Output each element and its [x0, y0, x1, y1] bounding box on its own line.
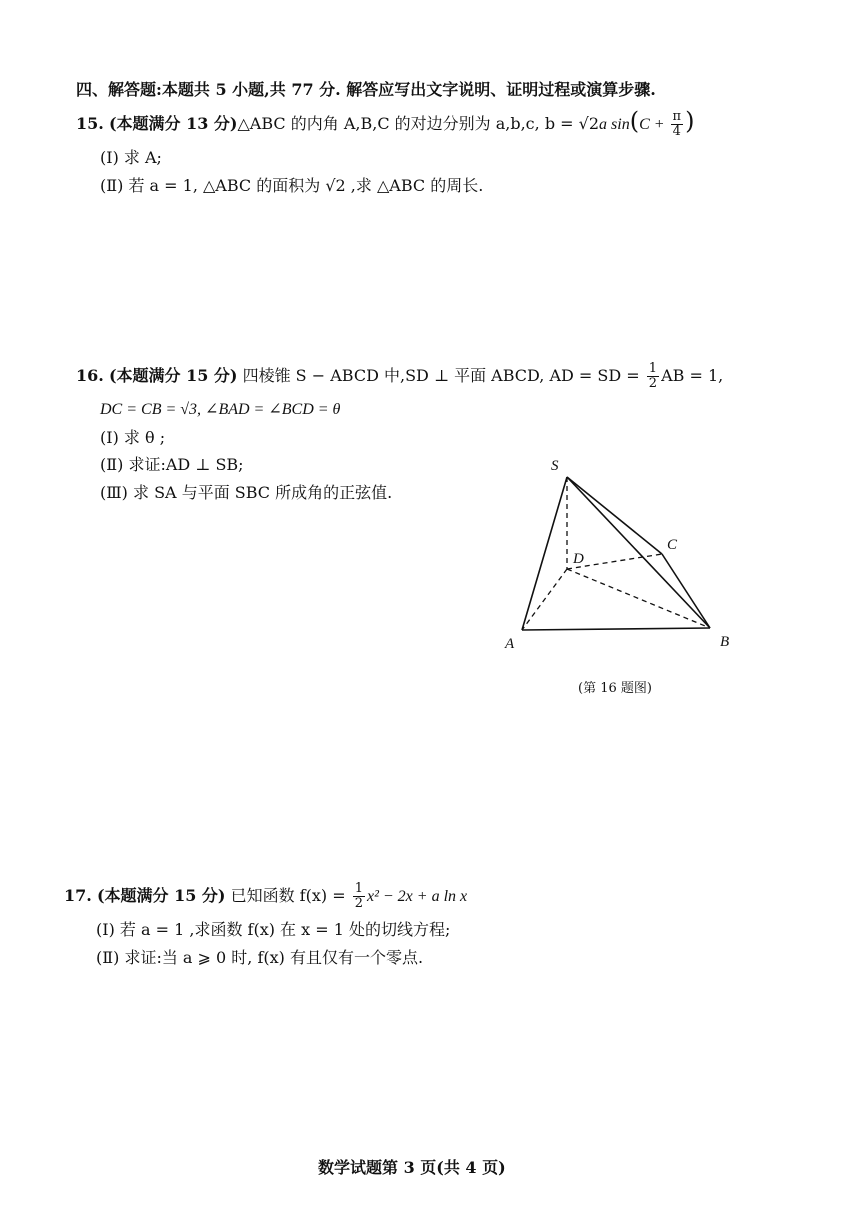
- figure-caption: (第 16 题图): [578, 681, 652, 696]
- q16-number: 16.: [76, 366, 104, 385]
- q17-frac-den: 2: [354, 896, 363, 911]
- q17-stem-text: 已知函数 f(x) =: [225, 886, 351, 905]
- edge-sb: [567, 477, 710, 628]
- q17-part-1: (Ⅰ) 若 a = 1 ,求函数 f(x) 在 x = 1 处的切线方程;: [96, 920, 451, 939]
- q17-frac-num: 1: [354, 881, 363, 896]
- q16-frac-num: 1: [648, 361, 658, 376]
- q15-part-2-sqrt: √2: [325, 176, 346, 195]
- q16-part-3: (Ⅲ) 求 SA 与平面 SBC 所成角的正弦值.: [100, 483, 393, 502]
- q17-number: 17.: [64, 886, 92, 905]
- q15-part-2-pre: (Ⅱ) 若 a = 1, △ABC 的面积为: [100, 176, 326, 195]
- pyramid-figure: [490, 450, 750, 650]
- q16-part-1: (Ⅰ) 求 θ ;: [100, 428, 166, 447]
- label-a: A: [505, 636, 515, 650]
- edge-sc: [567, 477, 662, 554]
- question-17-stem: [64, 882, 467, 911]
- q17-part-2: (Ⅱ) 求证:当 a ⩾ 0 时, f(x) 有且仅有一个零点.: [96, 948, 424, 967]
- edge-db-hidden: [567, 569, 710, 628]
- label-d: D: [573, 551, 584, 567]
- q15-part-2-post: ,求 △ABC 的周长.: [345, 176, 484, 195]
- q15-fraction: [671, 110, 684, 139]
- q15-sqrt: √2: [578, 114, 600, 133]
- q15-part-1: (Ⅰ) 求 A;: [100, 148, 162, 167]
- q15-stem-text: △ABC 的内角 A,B,C 的对边分别为 a,b,c, b =: [237, 114, 579, 133]
- q15-frac-den: 4: [672, 124, 681, 139]
- q16-frac-den: 2: [648, 376, 658, 391]
- question-16-stem: [76, 362, 723, 391]
- q16-line-2: DC = CB = √3, ∠BAD = ∠BCD = θ: [100, 401, 341, 418]
- label-s: S: [551, 458, 559, 474]
- q17-score: (本题满分 15 分): [96, 886, 226, 905]
- edge-sa: [522, 477, 567, 630]
- edge-ab: [522, 628, 710, 630]
- q15-paren-close: ): [685, 107, 695, 135]
- q15-stem-c: C +: [639, 116, 669, 133]
- q15-score: (本题满分 13 分): [108, 114, 238, 133]
- q16-score: (本题满分 15 分): [108, 366, 238, 385]
- q16-part-2: (Ⅱ) 求证:AD ⊥ SB;: [100, 455, 244, 474]
- q16-stem-text: 四棱锥 S − ABCD 中,SD ⊥ 平面 ABCD, AD = SD =: [237, 366, 645, 385]
- q15-number: 15.: [76, 114, 104, 133]
- edge-da-hidden: [522, 569, 567, 630]
- q15-part-2: [100, 176, 483, 196]
- q16-stem-post: AB = 1,: [661, 366, 724, 385]
- q15-stem-mid: a sin: [599, 116, 630, 133]
- label-c: C: [667, 537, 678, 553]
- q17-fraction: [353, 882, 365, 911]
- q15-paren-open: (: [629, 107, 640, 135]
- edge-cb: [662, 554, 710, 628]
- q15-frac-num: π: [672, 109, 682, 124]
- q16-fraction: [647, 362, 659, 391]
- label-b: B: [720, 634, 730, 650]
- section-header: 四、解答题:本题共 5 小题,共 77 分. 解答应写出文字说明、证明过程或演算步骤.: [76, 80, 656, 99]
- question-15-stem: [76, 107, 695, 139]
- page-footer: 数学试题第 3 页(共 4 页): [318, 1158, 506, 1177]
- q17-stem-post: x² − 2x + a ln x: [366, 888, 468, 905]
